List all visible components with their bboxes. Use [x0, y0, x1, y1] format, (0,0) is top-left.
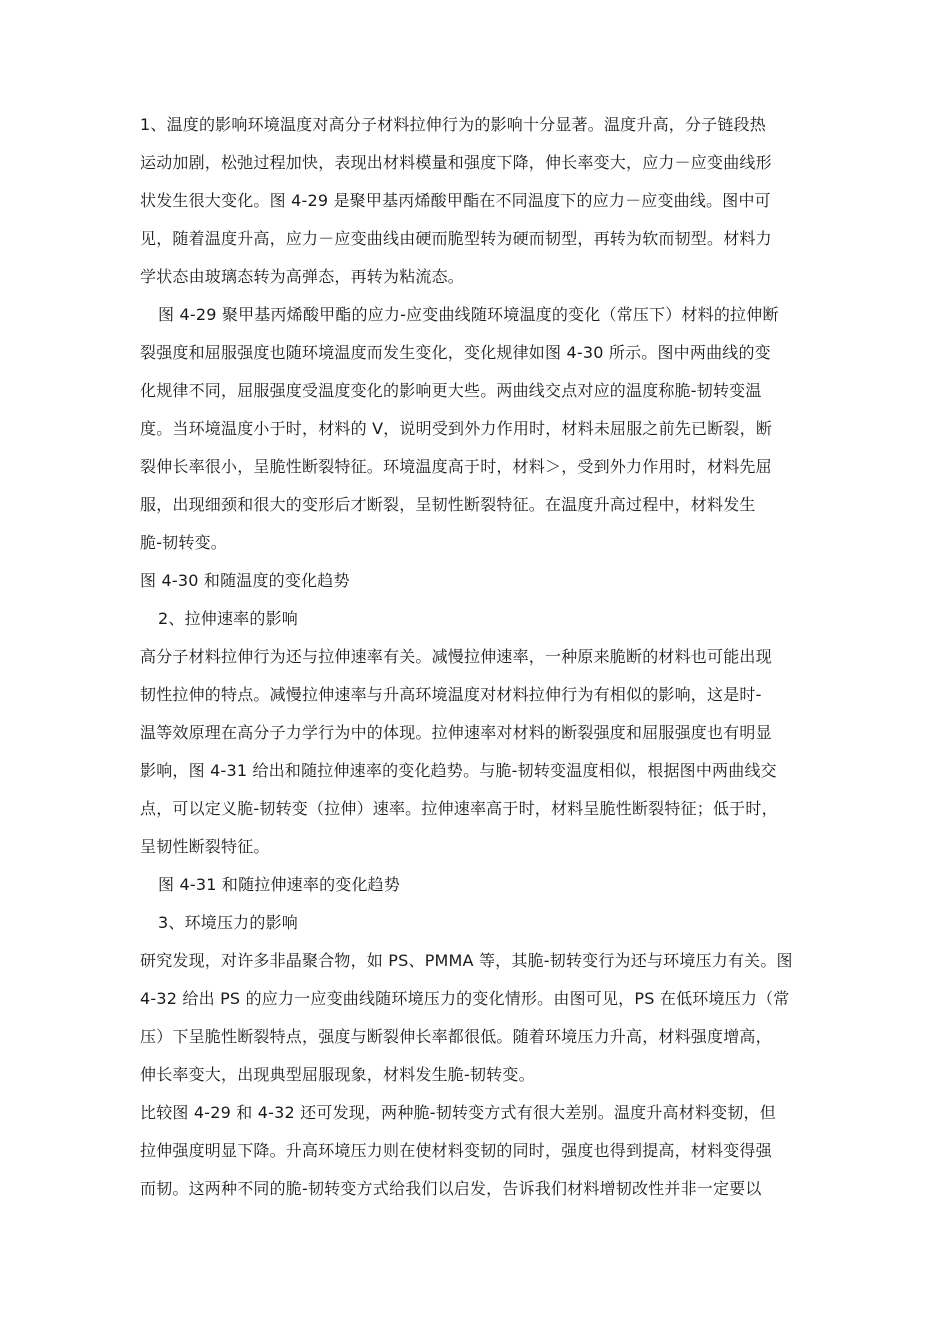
- text-line: 温等效原理在高分子力学行为中的体现。拉伸速率对材料的断裂强度和屈服强度也有明显: [140, 723, 772, 742]
- text-line: 研究发现，对许多非晶聚合物，如 PS、PMMA 等，其脆-韧转变行为还与环境压力有关。图: [140, 951, 793, 970]
- text-line: 裂强度和屈服强度也随环境温度而发生变化，变化规律如图 4-30 所示。图中两曲线的变: [140, 343, 771, 362]
- text-line: 高分子材料拉伸行为还与拉伸速率有关。减慢拉伸速率，一种原来脆断的材料也可能出现: [140, 647, 772, 666]
- document-body: [140, 106, 810, 1208]
- text-line: 点，可以定义脆-韧转变（拉伸）速率。拉伸速率高于时，材料呈脆性断裂特征；低于时，: [140, 799, 778, 818]
- text-line: 1、温度的影响环境温度对高分子材料拉伸行为的影响十分显著。温度升高，分子链段热: [140, 115, 766, 134]
- text-line: 状发生很大变化。图 4-29 是聚甲基丙烯酸甲酯在不同温度下的应力－应变曲线。图中可: [140, 191, 771, 210]
- text-line: 见，随着温度升高，应力－应变曲线由硬而脆型转为硬而韧型，再转为软而韧型。材料力: [140, 229, 772, 248]
- text-line: 2、拉伸速率的影响: [158, 609, 298, 628]
- text-line: 4-32 给出 PS 的应力一应变曲线随环境压力的变化情形。由图可见，PS 在低环境压力（常: [140, 989, 790, 1008]
- text-line: 服，出现细颈和很大的变形后才断裂，呈韧性断裂特征。在温度升高过程中，材料发生: [140, 495, 756, 514]
- text-line: 图 4-31 和随拉伸速率的变化趋势: [158, 875, 401, 894]
- text-line: 图 4-30 和随温度的变化趋势: [140, 571, 350, 590]
- text-line: 拉伸强度明显下降。升高环境压力则在使材料变韧的同时，强度也得到提高，材料变得强: [140, 1141, 772, 1160]
- text-line: 韧性拉伸的特点。减慢拉伸速率与升高环境温度对材料拉伸行为有相似的影响，这是时-: [140, 685, 762, 704]
- text-line: 而韧。这两种不同的脆-韧转变方式给我们以启发，告诉我们材料增韧改性并非一定要以: [140, 1179, 762, 1198]
- text-line: 图 4-29 聚甲基丙烯酸甲酯的应力-应变曲线随环境温度的变化（常压下）材料的拉伸断: [158, 305, 779, 324]
- text-line: 度。当环境温度小于时，材料的 V，说明受到外力作用时，材料未屈服之前先已断裂，断: [140, 419, 773, 438]
- text-line: 3、环境压力的影响: [158, 913, 298, 932]
- text-line: 压）下呈脆性断裂特点，强度与断裂伸长率都很低。随着环境压力升高，材料强度增高，: [140, 1027, 772, 1046]
- text-line: 化规律不同，屈服强度受温度变化的影响更大些。两曲线交点对应的温度称脆-韧转变温: [140, 381, 762, 400]
- text-line: 影响，图 4-31 给出和随拉伸速率的变化趋势。与脆-韧转变温度相似，根据图中两曲线交: [140, 761, 777, 780]
- text-line: 学状态由玻璃态转为高弹态，再转为粘流态。: [140, 267, 465, 286]
- text-line: 呈韧性断裂特征。: [140, 837, 270, 856]
- text-line: 裂伸长率很小，呈脆性断裂特征。环境温度高于时，材料＞，受到外力作用时，材料先屈: [140, 457, 772, 476]
- text-line: 运动加剧，松弛过程加快，表现出材料模量和强度下降，伸长率变大，应力－应变曲线形: [140, 153, 772, 172]
- text-line: 脆-韧转变。: [140, 533, 227, 552]
- text-line: 比较图 4-29 和 4-32 还可发现，两种脆-韧转变方式有很大差别。温度升高材料变韧，但: [140, 1103, 776, 1122]
- text-line: 伸长率变大，出现典型屈服现象，材料发生脆-韧转变。: [140, 1065, 535, 1084]
